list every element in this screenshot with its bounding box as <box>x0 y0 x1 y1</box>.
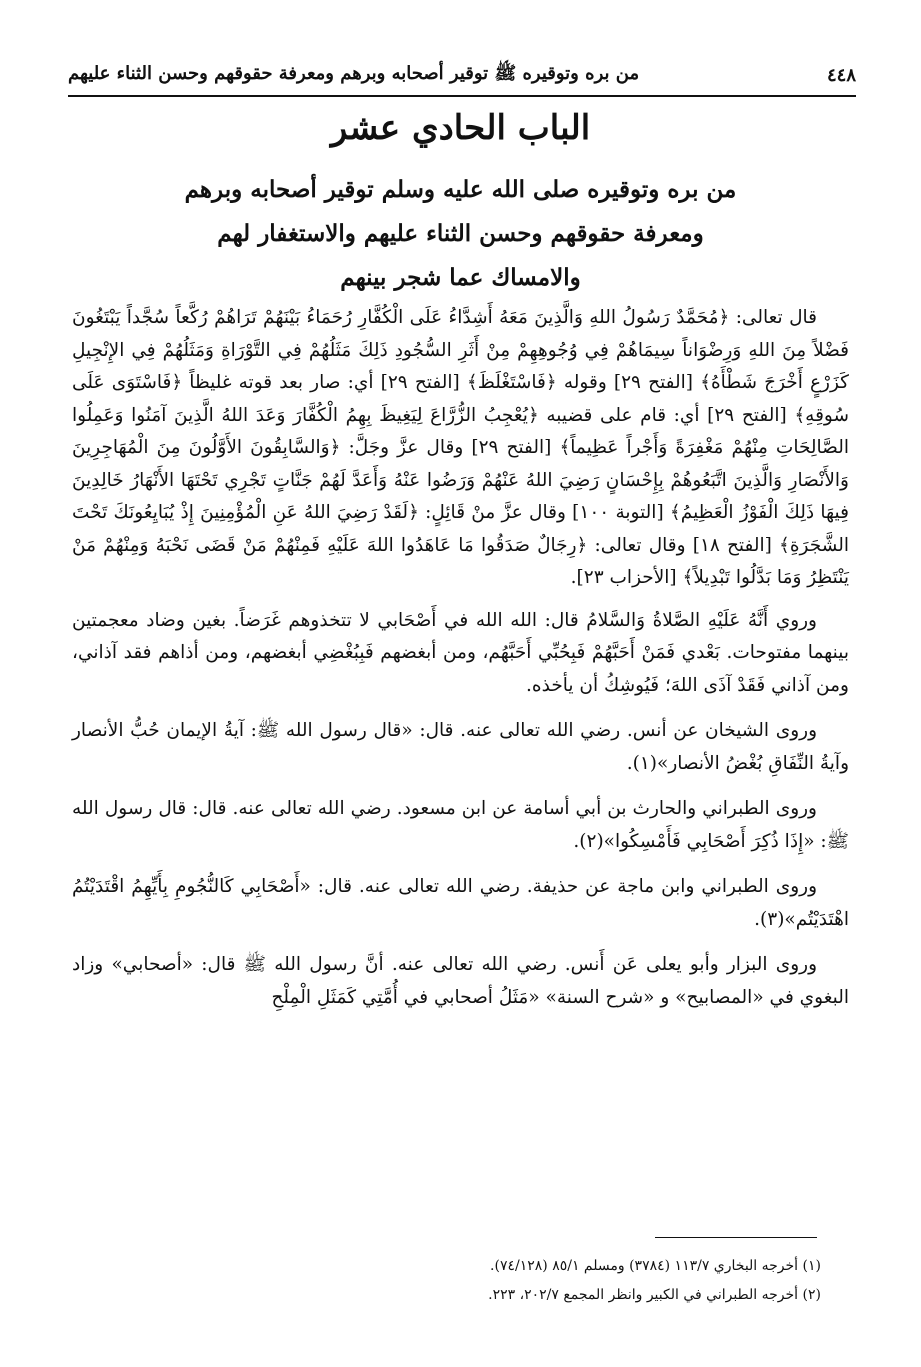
chapter-title: الباب الحادي عشر <box>330 108 591 148</box>
footnote-rule <box>655 1237 817 1238</box>
chapter-subtitle <box>60 168 861 300</box>
quran-paragraph: قال تعالى: ﴿مُحَمَّدٌ رَسُولُ اللهِ وَالَّذِينَ مَعَهُ أَشِدَّاءُ عَلَى الْكُفَّارِ رُحَمَاءُ بَيْنَهُمْ تَرَاهُمْ رُكَّعاً سُجَّداً يَبْتَغُونَ فَضْلاً مِنَ اللهِ وَرِضْوَاناً سِيمَاهُمْ فِي وُجُوهِهِمْ مِنْ أَثَرِ السُّجُودِ ذَلِكَ مَثَلُهُمْ فِي التَّوْرَاةِ وَمَثَلُهُمْ فِي الإِنْجِيلِ كَزَرْعٍ أَخْرَجَ شَطْأَهُ﴾ [الفتح ٢٩] وقوله ﴿فَاسْتَغْلَظَ﴾ [الفتح ٢٩] أي: صار بعد قوته غليظاً ﴿فَاسْتَوَى عَلَى سُوقِهِ﴾ [الفتح ٢٩] أي: قام على قضيبه ﴿يُعْجِبُ الزُّرَّاعَ لِيَغِيظَ بِهِمُ الْكُفَّارَ وَعَدَ اللهُ الَّذِينَ آمَنُوا وَعَمِلُوا الصَّالِحَاتِ مِنْهُمْ مَغْفِرَةً وَأَجْراً عَظِيماً﴾ [الفتح ٢٩] وقال عزَّ وجَلَّ: ﴿وَالسَّابِقُونَ الأَوَّلُونَ مِنَ الْمُهَاجِرِينَ وَالأَنْصَارِ وَالَّذِينَ اتَّبَعُوهُمْ بِإِحْسَانٍ رَضِيَ اللهُ عَنْهُمْ وَرَضُوا عَنْهُ وَأَعَدَّ لَهُمْ جَنَّاتٍ تَجْرِي تَحْتَهَا الأَنْهَارُ خَالِدِينَ فِيهَا ذَلِكَ الْفَوْزُ الْعَظِيمُ﴾ [التوبة ١٠٠] وقال عزَّ منْ قَائِلٍ: ﴿لَقَدْ رَضِيَ اللهُ عَنِ الْمُؤْمِنِينَ إِذْ يُبَايِعُونَكَ تَحْتَ الشَّجَرَةِ﴾ [الفتح ١٨] وقال تعالى: ﴿رِجَالٌ صَدَقُوا مَا عَاهَدُوا اللهَ عَلَيْهِ فَمِنْهُمْ مَنْ قَضَى نَحْبَهُ وَمِنْهُمْ مَنْ يَنْتَظِرُ وَمَا بَدَّلُوا تَبْدِيلاً﴾ [الأحزاب ٢٣]. <box>72 307 849 588</box>
body-text <box>72 302 849 1023</box>
hadith-paragraph: وروي أَنَّهُ عَلَيْهِ الصَّلاةُ وَالسَّلامُ قال: الله الله في أَصْحَابي لا تتخذوهم غَرَضاً. بغين وضاد معجمتين بينهما مفتوحات. بَعْدي فَمَنْ أَحَبَّهُمْ فَبِحُبِّي أَحَبَّهُم، ومن أبغضهم فَبِبُغْضِي أبغضهم، ومن أذاهم فقد آذاني، ومن آذاني فَقَدْ آذَى اللهَ؛ فَيُوشِكُ أن يأخذه. <box>72 609 849 696</box>
hadith-paragraph: وروى الشيخان عن أنس. رضي الله تعالى عنه. قال: «قال رسول الله ﷺ: آيةُ الإيمان حُبُّ الأنصار وآيةُ النِّفَاقِ بُغْضُ الأنصار»(١). <box>72 720 849 774</box>
subtitle-line: والامساك عما شجر بينهم <box>340 264 581 291</box>
hadith-paragraph: وروى الطبراني وابن ماجة عن حذيفة. رضي الله تعالى عنه. قال: «أَصْحَابِي كَالنُّجُومِ بِأَيِّهِمُ اقْتَدَيْتُمُ اهْتَدَيْتُم»(٣). <box>72 876 849 930</box>
header-rule <box>68 95 856 97</box>
footnotes <box>72 1252 821 1310</box>
hadith-paragraph: وروى الطبراني والحارث بن أبي أسامة عن ابن مسعود. رضي الله تعالى عنه. قال: قال رسول الله ﷺ: «إِذَا ذُكِرَ أَصْحَابِي فَأَمْسِكُوا»(٢). <box>72 798 849 852</box>
page-number: ٤٤٨ <box>826 64 856 86</box>
hadith-paragraph: وروى البزار وأبو يعلى عَن أَنس. رضي الله تعالى عنه. أنَّ رسول الله ﷺ قال: «أصحابي» وزاد البغوي في «المصابيح» و «شرح السنة» «مَثَلُ أصحابي في أُمَّتِي كَمَثَلِ الْمِلْحِ <box>72 954 849 1008</box>
subtitle-line: ومعرفة حقوقهم وحسن الثناء عليهم والاستغفار لهم <box>217 220 704 247</box>
footnote: (٢) أخرجه الطبراني في الكبير وانظر المجمع ٢٠٢/٧، ٢٢٣. <box>488 1287 821 1303</box>
subtitle-line: من بره وتوقيره صلى الله عليه وسلم توقير أصحابه وبرهم <box>184 176 737 203</box>
running-header <box>68 58 856 92</box>
running-title: من بره وتوقيره ﷺ توقير أصحابه وبرهم ومعرفة حقوقهم وحسن الثناء عليهم <box>68 63 640 84</box>
footnote: (١) أخرجه البخاري ١١٣/٧ (٣٧٨٤) ومسلم ٨٥/١ (٧٤/١٢٨). <box>490 1258 821 1274</box>
